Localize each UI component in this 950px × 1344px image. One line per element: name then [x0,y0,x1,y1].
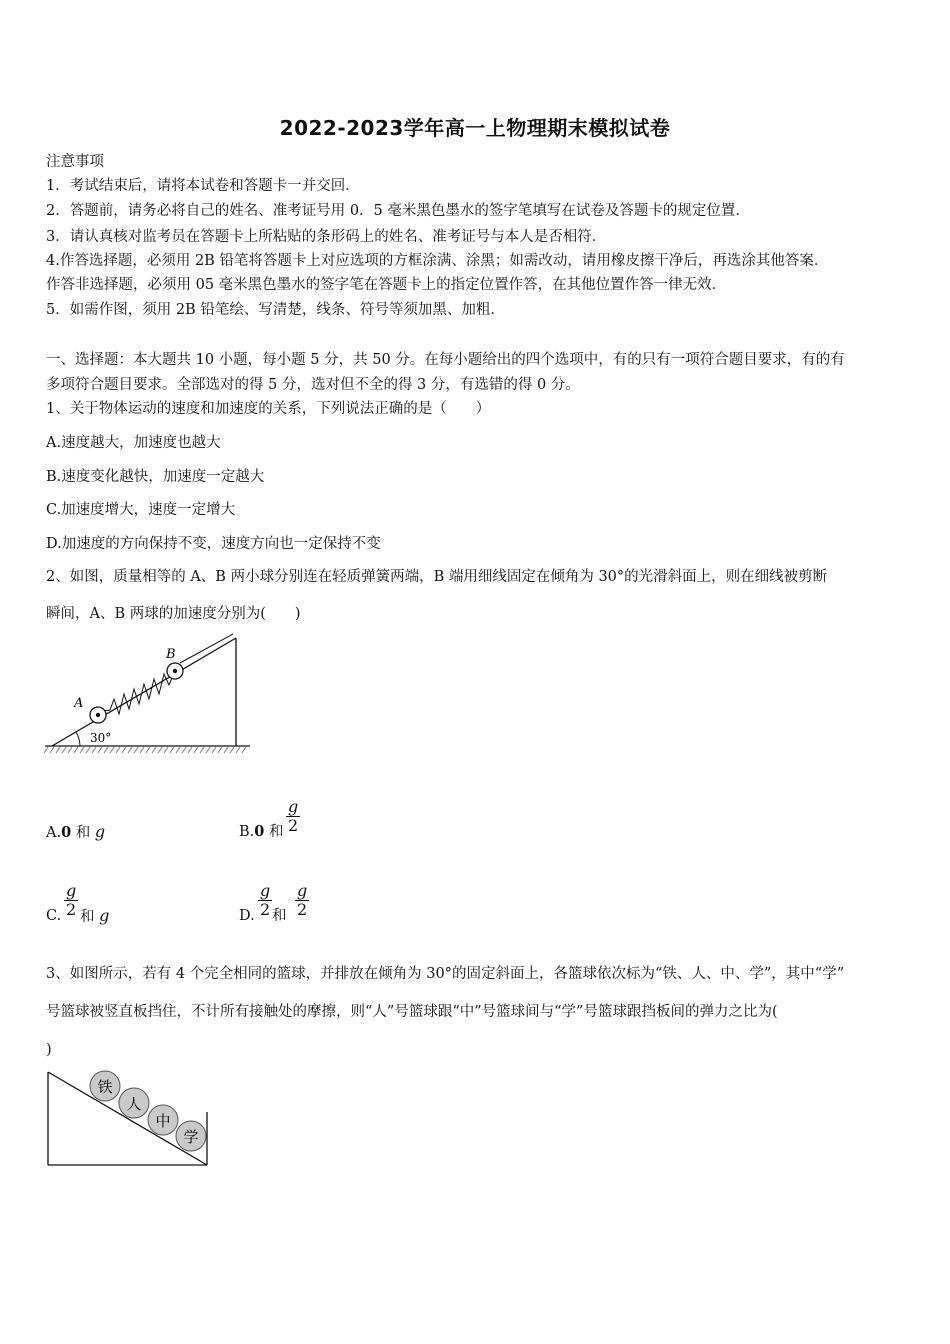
question-2-option-a: A.0 和 g [46,822,106,841]
svg-text:人: 人 [126,1095,142,1113]
basketball-ren [119,1088,149,1118]
section-header-line: 多项符合题目要求。全部选对的得 5 分，选对但不全的得 3 分，有选错的得 0 分。 [46,377,580,393]
svg-text:中: 中 [155,1112,171,1130]
notice-item: 1．考试结束后，请将本试卷和答题卡一并交回． [46,178,360,194]
notice-heading: 注意事项 [46,154,104,170]
notice-item: 5．如需作图，须用 2B 铅笔绘、写清楚，线条、符号等须加黑、加粗． [46,302,505,318]
ball-b-label: B [166,647,176,662]
basketball-xue [176,1121,206,1151]
svg-text:学: 学 [183,1128,199,1146]
fraction-g-over-2: $\frac{g}{2}$ [260,881,271,919]
section-header-line: 一、选择题：本大题共 10 小题，每小题 5 分，共 50 分。在每小题给出的四个选项中，有的只有一项符合题目要求，有的有 [46,352,845,368]
ball-a-label: A [74,696,84,711]
question-2-option-d-prefix: D. [239,908,255,924]
notice-item: 3．请认真核对监考员在答题卡上所粘贴的条形码上的姓名、准考证号与本人是否相符． [46,229,607,245]
question-3-stem: 号篮球被竖直板挡住，不计所有接触处的摩擦，则“人”号篮球跟“中”号篮球间与“学”号篮球跟挡板间的弹力之比为( [46,1004,778,1020]
question-1-option-b: B.速度变化越快，加速度一定越大 [46,469,265,485]
question-1-option-c: C.加速度增大，速度一定增大 [46,502,236,518]
question-2-stem: 瞬间，A、B 两球的加速度分别为( ) [46,606,301,622]
question-2-option-d-and: 和 [272,908,287,924]
question-2-option-b: B.0 和 [239,823,284,840]
question-3-stem: 3、如图所示，若有 4 个完全相同的篮球，并排放在倾角为 30°的固定斜面上，各篮球依次标为“铁、人、中、学”，其中“学” [46,966,845,982]
fraction-g-over-2: $\frac{g}{2}$ [297,881,308,919]
question-2-option-c-rest: 和 g [80,906,110,925]
page-title: 2022-2023学年高一上物理期末模拟试卷 [279,116,671,140]
basketball-zhong [148,1105,178,1135]
basketball-tie [90,1071,120,1101]
svg-text:铁: 铁 [97,1078,113,1096]
notice-item: 2．答题前，请务必将自己的姓名、准考证号用 0．5 毫米黑色墨水的签字笔填写在试卷及答题卡的规定位置． [46,203,750,219]
basketball-incline-figure [44,1068,214,1170]
angle-label: 30° [90,731,112,745]
fraction-g-over-2: $\frac{g}{2}$ [288,797,299,835]
notice-item: 4.作答选择题，必须用 2B 铅笔将答题卡上对应选项的方框涂满、涂黑；如需改动，请用橡皮擦干净后，再选涂其他答案． [46,253,829,269]
question-1-option-d: D.加速度的方向保持不变，速度方向也一定保持不变 [46,536,381,552]
question-3-stem: ) [46,1042,52,1058]
question-1-stem: 1、关于物体运动的速度和加速度的关系，下列说法正确的是（ ） [46,401,491,417]
question-2-option-c-prefix: C. [46,908,62,924]
notice-item: 作答非选择题，必须用 05 毫米黑色墨水的签字笔在答题卡上的指定位置作答，在其他位置作答一律无效． [46,277,727,293]
fraction-g-over-2: $\frac{g}{2}$ [66,881,77,919]
incline-spring-figure [40,630,255,760]
question-1-option-a: A.速度越大，加速度也越大 [46,435,221,451]
question-2-stem: 2、如图，质量相等的 A、B 两小球分别连在轻质弹簧两端，B 端用细线固定在倾角为 30°的光滑斜面上，则在细线被剪断 [46,569,828,585]
